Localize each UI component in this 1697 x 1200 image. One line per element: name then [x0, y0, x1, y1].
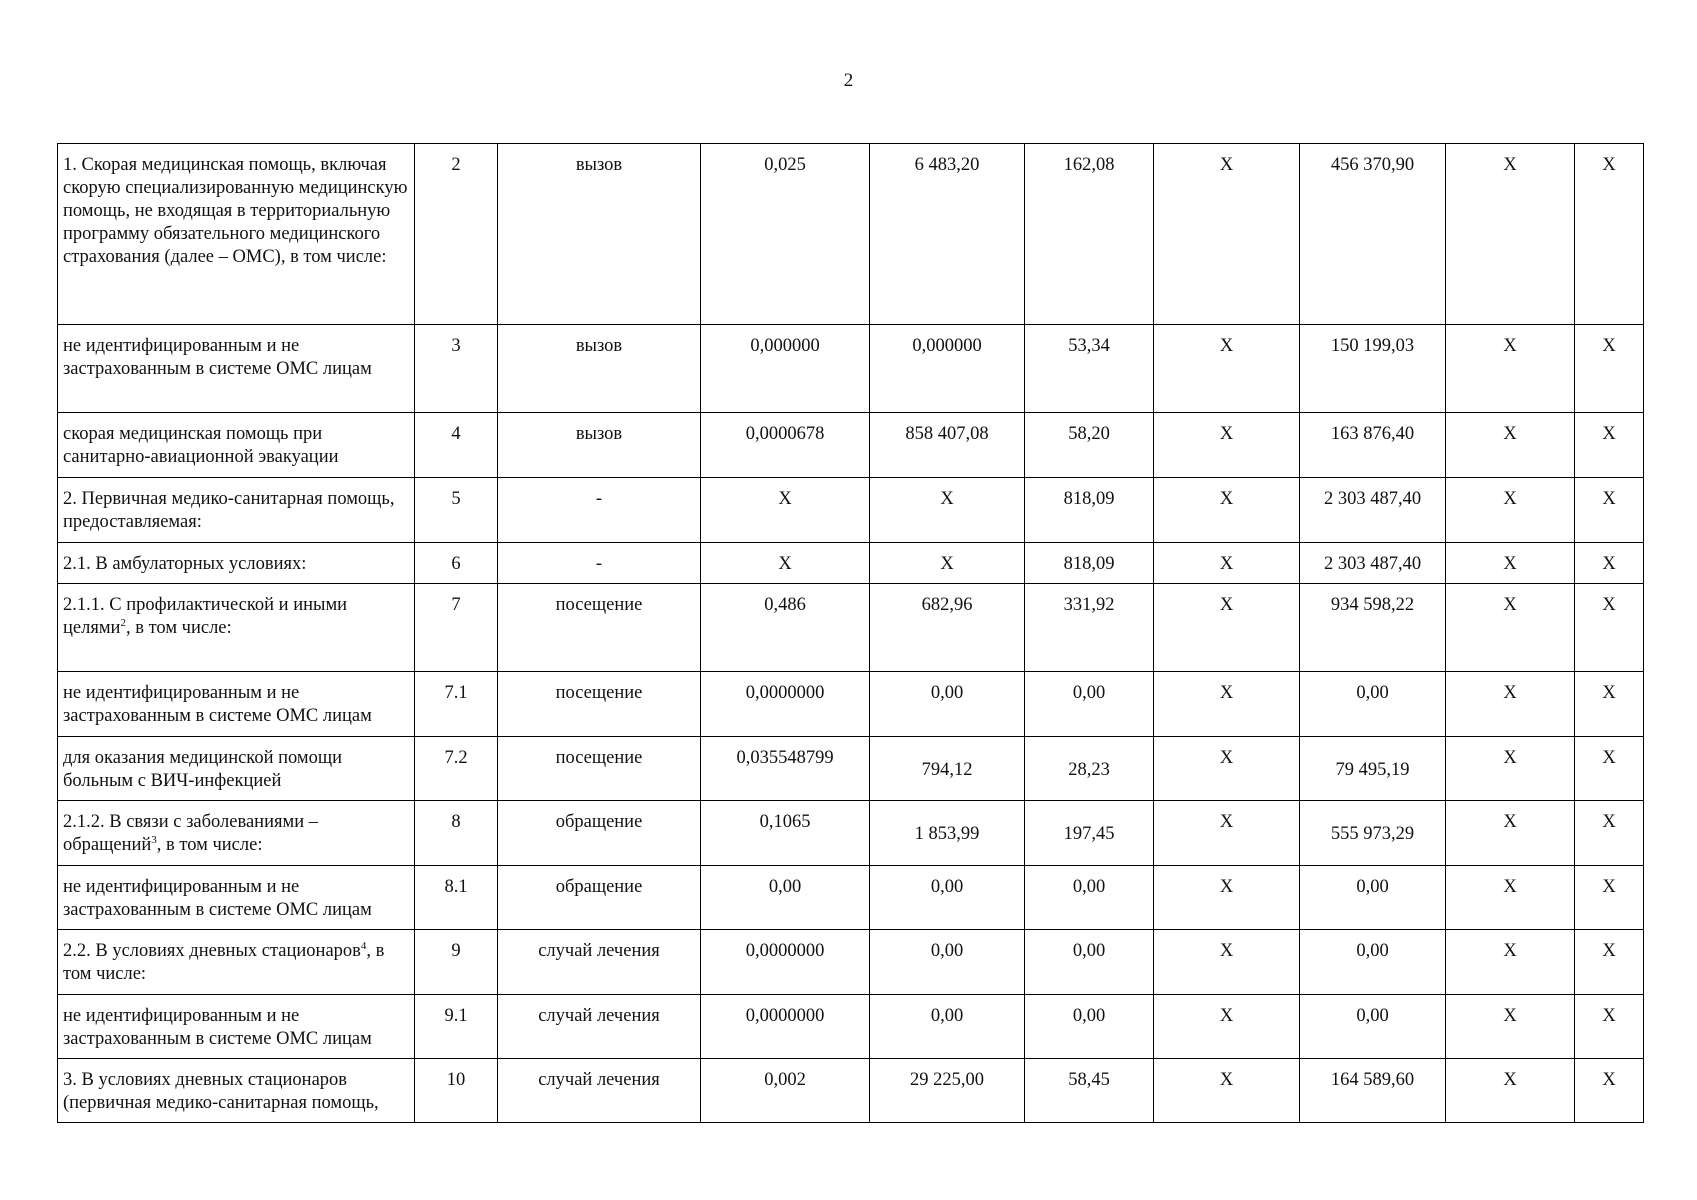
row-name [58, 1059, 415, 1123]
cost-norm-cell: 1 853,99 [870, 801, 1025, 866]
col-9-cell: X [1446, 930, 1575, 995]
volume-norm-cell: X [701, 543, 870, 584]
total-cost-cell: 163 876,40 [1300, 413, 1446, 478]
unit-cell: посещение [498, 672, 701, 737]
total-cost-cell: 2 303 487,40 [1300, 478, 1446, 543]
col-9-cell: X [1446, 1059, 1575, 1123]
col-7-cell: X [1154, 584, 1300, 672]
row-number-cell: 4 [415, 413, 498, 478]
row-name [58, 543, 415, 584]
volume-norm-cell: 0,0000000 [701, 995, 870, 1059]
cost-norm-cell: 0,00 [870, 930, 1025, 995]
volume-norm-cell: 0,035548799 [701, 737, 870, 801]
table-row [58, 995, 1644, 1059]
col-9-cell: X [1446, 325, 1575, 413]
col-7-cell: X [1154, 995, 1300, 1059]
cost-norm-cell: 0,00 [870, 995, 1025, 1059]
row-number-cell: 2 [415, 144, 498, 325]
col-10-cell: X [1575, 672, 1644, 737]
total-cost-cell: 0,00 [1300, 866, 1446, 930]
col-7-cell: X [1154, 801, 1300, 866]
row-name-tail: , в том числе: [156, 835, 263, 855]
total-cost-cell: 934 598,22 [1300, 584, 1446, 672]
per-capita-cell: 58,45 [1025, 1059, 1154, 1123]
col-7-cell: X [1154, 672, 1300, 737]
row-number-cell: 9 [415, 930, 498, 995]
table-row [58, 672, 1644, 737]
cost-norm-cell: 6 483,20 [870, 144, 1025, 325]
row-number-cell: 5 [415, 478, 498, 543]
col-10-cell: X [1575, 144, 1644, 325]
table-row [58, 737, 1644, 801]
cost-norm-cell: 29 225,00 [870, 1059, 1025, 1123]
footnote-mark: 2 [120, 616, 126, 629]
row-name [58, 325, 415, 413]
total-cost-cell: 555 973,29 [1300, 801, 1446, 866]
footnote-mark: 4 [360, 939, 367, 952]
col-10-cell: X [1575, 478, 1644, 543]
row-name-text: не идентифицированным и не застрахованным в системе ОМС лицам [63, 336, 372, 379]
total-cost-cell: 150 199,03 [1300, 325, 1446, 413]
per-capita-cell: 162,08 [1025, 144, 1154, 325]
col-7-cell: X [1154, 413, 1300, 478]
cost-norm-cell: 0,00 [870, 866, 1025, 930]
col-7-cell: X [1154, 737, 1300, 801]
unit-cell: - [498, 478, 701, 543]
per-capita-cell: 58,20 [1025, 413, 1154, 478]
table-row [58, 413, 1644, 478]
volume-norm-cell: 0,1065 [701, 801, 870, 866]
cost-norm-cell: 858 407,08 [870, 413, 1025, 478]
volume-norm-cell: 0,00 [701, 866, 870, 930]
col-9-cell: X [1446, 672, 1575, 737]
per-capita-cell: 0,00 [1025, 995, 1154, 1059]
col-10-cell: X [1575, 325, 1644, 413]
cost-norm-cell: 682,96 [870, 584, 1025, 672]
col-10-cell: X [1575, 543, 1644, 584]
row-number-cell: 7 [415, 584, 498, 672]
row-name-tail: , в том числе: [63, 941, 385, 984]
row-name-text: 2.2. В условиях дневных стационаров [63, 941, 361, 961]
per-capita-cell: 53,34 [1025, 325, 1154, 413]
col-10-cell: X [1575, 413, 1644, 478]
cost-norm-cell: 0,000000 [870, 325, 1025, 413]
col-7-cell: X [1154, 543, 1300, 584]
col-9-cell: X [1446, 995, 1575, 1059]
col-7-cell: X [1154, 866, 1300, 930]
row-name [58, 584, 415, 672]
col-10-cell: X [1575, 1059, 1644, 1123]
unit-cell: вызов [498, 413, 701, 478]
cost-norm-cell: X [870, 478, 1025, 543]
per-capita-cell: 28,23 [1025, 737, 1154, 801]
unit-cell: посещение [498, 737, 701, 801]
row-name [58, 737, 415, 801]
volume-norm-cell: 0,0000000 [701, 672, 870, 737]
col-10-cell: X [1575, 737, 1644, 801]
col-10-cell: X [1575, 930, 1644, 995]
row-number-cell: 10 [415, 1059, 498, 1123]
unit-cell: обращение [498, 801, 701, 866]
row-number-cell: 6 [415, 543, 498, 584]
col-9-cell: X [1446, 584, 1575, 672]
unit-cell: вызов [498, 325, 701, 413]
per-capita-cell: 197,45 [1025, 801, 1154, 866]
page-number: 2 [843, 70, 854, 91]
per-capita-cell: 818,09 [1025, 478, 1154, 543]
unit-cell: обращение [498, 866, 701, 930]
row-name [58, 144, 415, 325]
col-9-cell: X [1446, 478, 1575, 543]
col-9-cell: X [1446, 801, 1575, 866]
table-row [58, 866, 1644, 930]
col-7-cell: X [1154, 325, 1300, 413]
col-10-cell: X [1575, 866, 1644, 930]
col-9-cell: X [1446, 144, 1575, 325]
cost-norm-cell: 0,00 [870, 672, 1025, 737]
row-name [58, 672, 415, 737]
row-number-cell: 8.1 [415, 866, 498, 930]
table-row [58, 584, 1644, 672]
row-name-text: не идентифицированным и не застрахованным в системе ОМС лицам [63, 877, 372, 920]
col-10-cell: X [1575, 801, 1644, 866]
row-name [58, 995, 415, 1059]
volume-norm-cell: 0,486 [701, 584, 870, 672]
row-name-text: 2.1.2. В связи с заболеваниями – обращений [63, 812, 318, 855]
row-number-cell: 9.1 [415, 995, 498, 1059]
row-name [58, 801, 415, 866]
total-cost-cell: 2 303 487,40 [1300, 543, 1446, 584]
total-cost-cell: 0,00 [1300, 995, 1446, 1059]
total-cost-cell: 0,00 [1300, 672, 1446, 737]
table-row [58, 1059, 1644, 1123]
col-7-cell: X [1154, 144, 1300, 325]
row-name [58, 478, 415, 543]
col-7-cell: X [1154, 1059, 1300, 1123]
row-name-text: скорая медицинская помощь при санитарно-авиационной эвакуации [63, 424, 339, 467]
cost-norm-cell: X [870, 543, 1025, 584]
total-cost-cell: 456 370,90 [1300, 144, 1446, 325]
volume-norm-cell: 0,000000 [701, 325, 870, 413]
volume-norm-cell: X [701, 478, 870, 543]
per-capita-cell: 818,09 [1025, 543, 1154, 584]
col-7-cell: X [1154, 478, 1300, 543]
table-row [58, 543, 1644, 584]
col-9-cell: X [1446, 866, 1575, 930]
col-10-cell: X [1575, 995, 1644, 1059]
unit-cell: случай лечения [498, 995, 701, 1059]
footnote-mark: 3 [151, 833, 157, 846]
per-capita-cell: 0,00 [1025, 672, 1154, 737]
volume-norm-cell: 0,025 [701, 144, 870, 325]
row-name [58, 930, 415, 995]
row-number-cell: 3 [415, 325, 498, 413]
row-name [58, 413, 415, 478]
row-name-tail: , в том числе: [125, 618, 232, 638]
row-number-cell: 7.2 [415, 737, 498, 801]
row-name [58, 866, 415, 930]
unit-cell: посещение [498, 584, 701, 672]
row-number-cell: 8 [415, 801, 498, 866]
row-name-text: 2. Первичная медико-санитарная помощь, предоставляемая: [63, 489, 395, 532]
unit-cell: случай лечения [498, 1059, 701, 1123]
medical-care-table [57, 143, 1644, 1123]
volume-norm-cell: 0,0000678 [701, 413, 870, 478]
col-9-cell: X [1446, 543, 1575, 584]
table-row [58, 478, 1644, 543]
unit-cell: случай лечения [498, 930, 701, 995]
row-name-text: для оказания медицинской помощи больным с ВИЧ-инфекцией [63, 748, 343, 791]
cost-norm-cell: 794,12 [870, 737, 1025, 801]
table-row [58, 144, 1644, 325]
table-row [58, 801, 1644, 866]
row-name-text: 1. Скорая медицинская помощь, включая скорую специализированную медицинскую помощь, не входящая в территориальную программу обязательного медицинского страхования (далее – ОМС), в том числе: [63, 155, 408, 267]
volume-norm-cell: 0,0000000 [701, 930, 870, 995]
volume-norm-cell: 0,002 [701, 1059, 870, 1123]
col-10-cell: X [1575, 584, 1644, 672]
table-row [58, 325, 1644, 413]
unit-cell: вызов [498, 144, 701, 325]
per-capita-cell: 0,00 [1025, 930, 1154, 995]
col-9-cell: X [1446, 413, 1575, 478]
table-row [58, 930, 1644, 995]
total-cost-cell: 164 589,60 [1300, 1059, 1446, 1123]
row-number-cell: 7.1 [415, 672, 498, 737]
total-cost-cell: 79 495,19 [1300, 737, 1446, 801]
row-name-text: не идентифицированным и не застрахованным в системе ОМС лицам [63, 1006, 372, 1049]
col-7-cell: X [1154, 930, 1300, 995]
total-cost-cell: 0,00 [1300, 930, 1446, 995]
row-name-text: не идентифицированным и не застрахованным в системе ОМС лицам [63, 683, 372, 726]
row-name-text: 2.1. В амбулаторных условиях: [63, 554, 307, 574]
col-9-cell: X [1446, 737, 1575, 801]
row-name-text: 3. В условиях дневных стационаров (первичная медико-санитарная помощь, [63, 1070, 379, 1113]
row-name-text: 2.1.1. С профилактической и иными целями [63, 595, 348, 638]
unit-cell: - [498, 543, 701, 584]
per-capita-cell: 331,92 [1025, 584, 1154, 672]
per-capita-cell: 0,00 [1025, 866, 1154, 930]
